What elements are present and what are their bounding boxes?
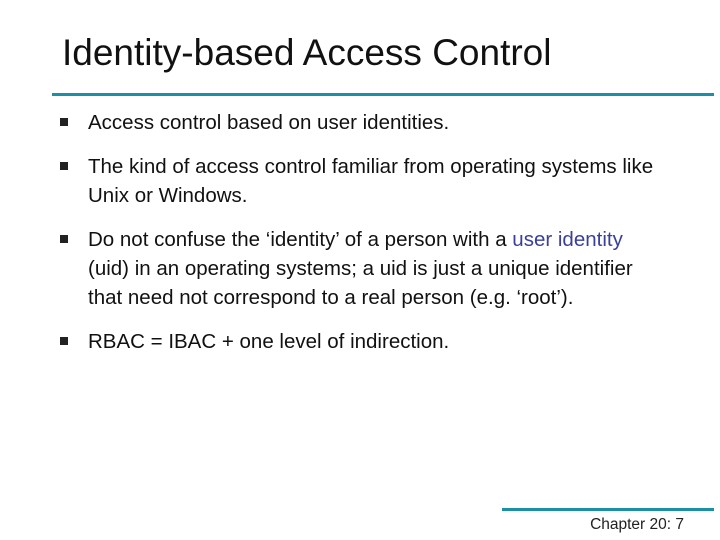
bullet-list xyxy=(60,108,660,356)
chapter-page-footer: Chapter 20: 7 xyxy=(590,516,684,533)
bullet-item xyxy=(60,225,660,312)
bullet-text: Access control based on user identities. xyxy=(88,111,450,134)
footer-rule xyxy=(502,508,714,511)
title-underline xyxy=(52,93,714,96)
bullet-text-after: (uid) in an operating systems; a uid is just a unique identifier that need not correspond to a real person (e.g. ‘root’). xyxy=(88,257,633,309)
square-bullet-icon xyxy=(60,235,68,243)
bullet-item xyxy=(60,152,660,210)
bullet-item xyxy=(60,327,660,356)
slide-title: Identity-based Access Control xyxy=(62,32,552,73)
square-bullet-icon xyxy=(60,337,68,345)
bullet-text-before: Do not confuse the ‘identity’ of a person with a xyxy=(88,228,513,251)
square-bullet-icon xyxy=(60,118,68,126)
square-bullet-icon xyxy=(60,162,68,170)
bullet-text: The kind of access control familiar from operating systems like Unix or Windows. xyxy=(88,155,654,207)
bullet-item xyxy=(60,108,660,137)
bullet-text: RBAC = IBAC + one level of indirection. xyxy=(88,330,450,353)
highlighted-term: user identity xyxy=(512,228,623,251)
